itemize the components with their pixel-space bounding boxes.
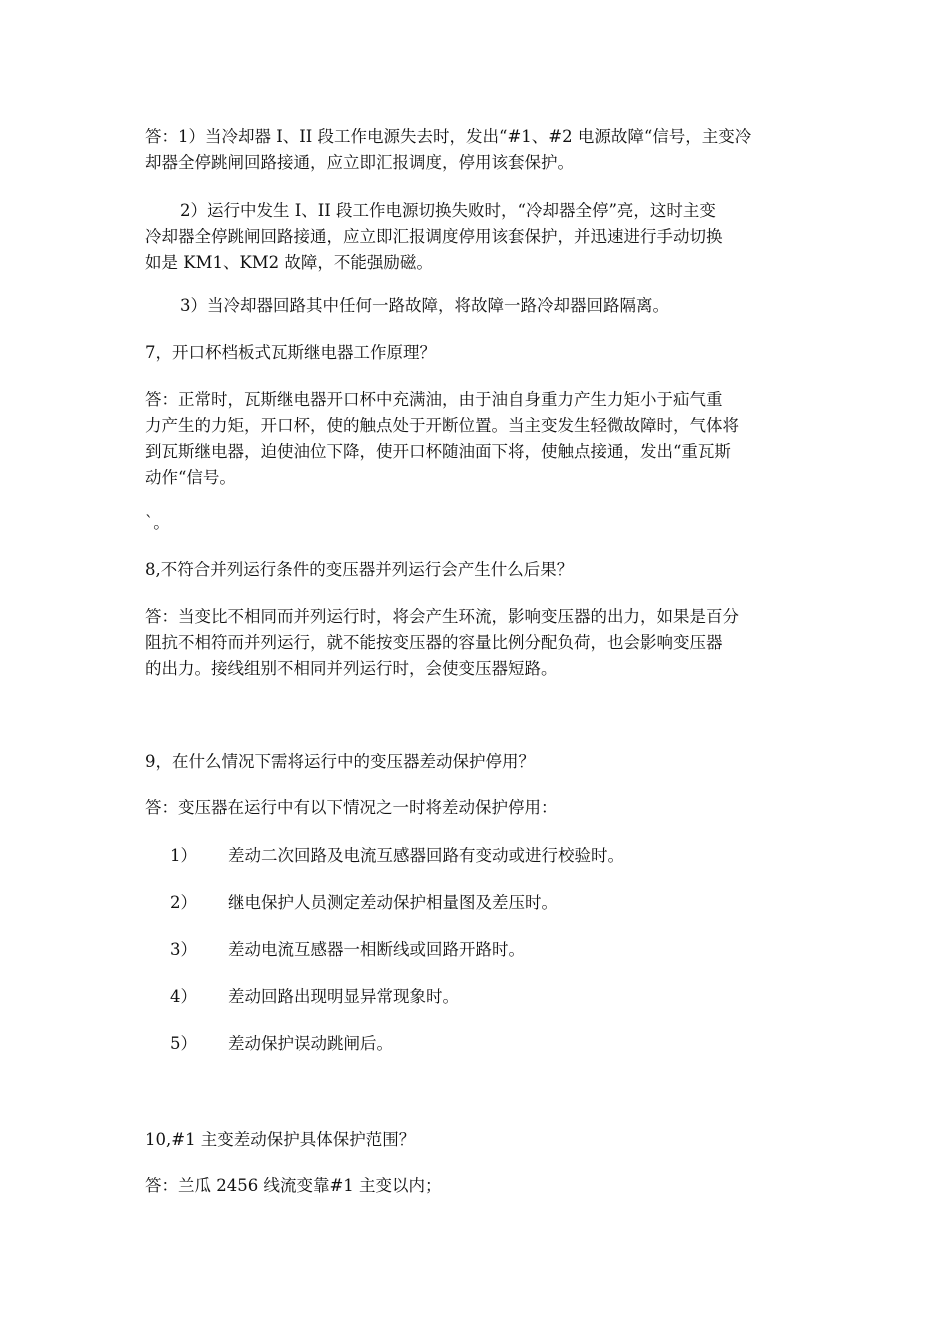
stray-mark: [145, 510, 810, 536]
list-item: [170, 890, 558, 916]
list-text: 差动电流互感器一相断线或回路开路时。: [228, 940, 525, 959]
q10-answer: [145, 1173, 810, 1199]
text-line: 如是 KM1、KM2 故障，不能强励磁。: [145, 253, 433, 272]
question-text: 7，开口杯档板式瓦斯继电器工作原理？: [145, 343, 436, 362]
text-line: 力产生的力矩，开口杯，使的触点处于开断位置。当主变发生轻微故障时，气体将: [145, 416, 739, 435]
q10-question: [145, 1127, 810, 1153]
list-text: 差动保护误动跳闸后。: [228, 1034, 393, 1053]
q6-answer: [145, 124, 810, 176]
question-text: 8,不符合并列运行条件的变压器并列运行会产生什么后果？: [145, 560, 574, 579]
list-item: [170, 937, 525, 963]
list-text: 差动回路出现明显异常现象时。: [228, 987, 459, 1006]
text-line: 答：正常时，瓦斯继电器开口杯中充满油，由于油自身重力产生力矩小于疝气重: [145, 390, 723, 409]
list-item: [170, 1031, 393, 1057]
q9-question: [145, 749, 810, 775]
list-number: 3）: [170, 940, 197, 959]
list-item: [170, 843, 624, 869]
list-text: 差动二次回路及电流互感器回路有变动或进行校验时。: [228, 846, 624, 865]
question-text: 10,#1 主变差动保护具体保护范围？: [145, 1130, 416, 1149]
q9-answer-intro: [145, 795, 810, 821]
list-item: [170, 984, 459, 1010]
text-line: 答：1）当冷却器 I、II 段工作电源失去时，发出“#1、#2 电源故障“信号，主变冷: [145, 127, 752, 146]
text-line: 答：兰瓜 2456 线流变靠#1 主变以内；: [145, 1176, 442, 1195]
list-number: 4）: [170, 987, 197, 1006]
q6-point-2-continued: [145, 224, 810, 276]
list-text: 继电保护人员测定差动保护相量图及差压时。: [228, 893, 558, 912]
text-line: 的出力。接线组别不相同并列运行时，会使变压器短路。: [145, 659, 558, 678]
text-line: 答：当变比不相同而并列运行时，将会产生环流，影响变压器的出力，如果是百分: [145, 607, 739, 626]
text-line: 答：变压器在运行中有以下情况之一时将差动保护停用：: [145, 798, 558, 817]
text-line: 冷却器全停跳闸回路接通，应立即汇报调度停用该套保护，并迅速进行手动切换: [145, 227, 723, 246]
q6-point-3: [180, 293, 810, 319]
text-line: `。: [145, 513, 170, 532]
text-line: 动作“信号。: [145, 468, 236, 487]
list-number: 5）: [170, 1034, 197, 1053]
q6-point-2: [180, 198, 810, 224]
q8-question: [145, 557, 810, 583]
list-number: 1）: [170, 846, 197, 865]
q7-question: [145, 340, 810, 366]
text-line: 到瓦斯继电器，迫使油位下降，使开口杯随油面下将，使触点接通，发出“重瓦斯: [145, 442, 731, 461]
text-line: 2）运行中发生 I、II 段工作电源切换失败时，“冷却器全停”亮，这时主变: [180, 201, 716, 220]
text-line: 却器全停跳闸回路接通，应立即汇报调度，停用该套保护。: [145, 153, 574, 172]
list-number: 2）: [170, 893, 197, 912]
q7-answer: [145, 387, 810, 491]
text-line: 阻抗不相符而并列运行，就不能按变压器的容量比例分配负荷，也会影响变压器: [145, 633, 723, 652]
text-line: 3）当冷却器回路其中任何一路故障，将故障一路冷却器回路隔离。: [180, 296, 669, 315]
question-text: 9，在什么情况下需将运行中的变压器差动保护停用？: [145, 752, 535, 771]
q8-answer: [145, 604, 810, 682]
